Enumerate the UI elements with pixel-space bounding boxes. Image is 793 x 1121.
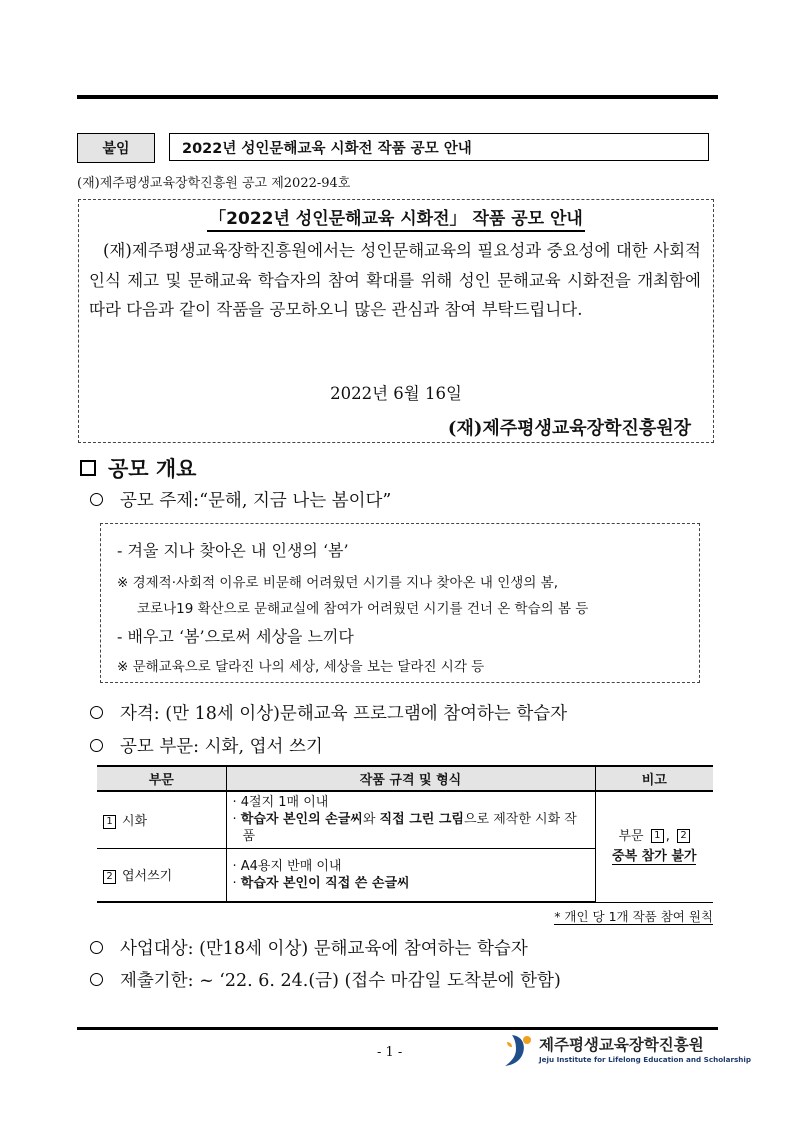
top-rule	[77, 95, 718, 99]
notice-box	[78, 199, 714, 443]
theme-note-1a: ※ 경제적·사회적 이유로 비문해 어려웠던 시기를 지나 찾아온 내 인생의 봄,	[117, 575, 558, 591]
note-line-1: 부문 1 , 2	[602, 827, 708, 847]
table-header: 부문	[97, 766, 226, 791]
section-heading-text: 공모 개요	[108, 457, 197, 481]
circle-bullet-icon	[90, 941, 103, 954]
category-name: 시화	[122, 814, 148, 830]
notice-date: 2022년 6월 16일	[330, 384, 462, 403]
square-bullet-icon	[80, 460, 96, 476]
circle-bullet-icon	[90, 706, 103, 719]
table-header: 비고	[595, 766, 713, 791]
category-cell	[97, 791, 226, 848]
theme-item	[90, 487, 391, 512]
notice-body: (재)제주평생교육장학진흥원에서는 성인문해교육의 필요성과 중요성에 대한 사회적 인식 제고 및 문해교육 학습자의 참여 확대를 위해 성인 문해교육 시화전을 개최함에 따라 다음과 같이 작품을 공모하오니 많은 관심과 참여 부탁드립니다.	[89, 241, 701, 319]
category-number: 1	[103, 815, 116, 829]
categories-text: 공모 부문: 시화, 엽서 쓰기	[120, 737, 323, 757]
theme-line-2: - 배우고 ‘봄’으로써 세상을 느끼다	[117, 627, 354, 646]
eligibility-item	[90, 700, 567, 725]
theme-note-1b: 코로나19 확산으로 문해교실에 참여가 어려웠던 시기를 건너 온 학습의 봄 등	[137, 601, 589, 617]
notice-number: (재)제주평생교육장학진흥원 공고 제2022-94호	[77, 176, 351, 191]
circle-bullet-icon	[90, 739, 103, 752]
eligibility-text: 자격: (만 18세 이상)문해교육 프로그램에 참여하는 학습자	[120, 704, 568, 724]
spec-cell	[226, 791, 595, 848]
category-number: 2	[103, 870, 116, 884]
notice-signer: (재)제주평생교육장학진흥원장	[447, 418, 691, 439]
target-text: 사업대상: (만18세 이상) 문해교육에 참여하는 학습자	[120, 939, 528, 959]
notice-heading: 「2022년 성인문해교육 시화전」 작품 공모 안내	[79, 204, 713, 229]
spec-cell	[226, 848, 595, 902]
categories-item	[90, 733, 323, 758]
bottom-rule	[77, 1027, 718, 1030]
attachment-header	[77, 133, 709, 163]
deadline-item	[90, 967, 561, 992]
section-heading	[80, 453, 196, 483]
target-item	[90, 935, 528, 960]
attachment-label: 붙임	[77, 133, 155, 163]
table-footnote: * 개인 당 1개 작품 참여 원칙	[554, 909, 713, 924]
org-logo-icon	[503, 1031, 533, 1069]
spec-line: · A4용지 반매 이내	[232, 858, 342, 874]
note-cell	[595, 791, 713, 902]
spec-line: · 학습자 본인이 직접 쓴 손글씨	[232, 875, 410, 891]
deadline-text: 제출기한: ~ ‘22. 6. 24.(금) (접수 마감일 도착분에 한함)	[120, 971, 561, 991]
spec-line: · 4절지 1매 이내	[232, 795, 329, 811]
category-table	[97, 765, 713, 903]
org-logo	[503, 1031, 751, 1071]
attachment-title: 2022년 성인문해교육 시화전 작품 공모 안내	[169, 133, 709, 161]
category-name: 엽서쓰기	[122, 869, 173, 885]
org-name-english: Jeju Institute for Lifelong Education and Scholarship	[539, 1055, 751, 1064]
theme-line-1: - 겨울 지나 찾아온 내 인생의 ‘봄’	[117, 541, 349, 560]
note-line-2: 중복 참가 불가	[612, 848, 697, 864]
table-header-row	[97, 766, 713, 791]
table-row	[97, 791, 713, 848]
circle-bullet-icon	[90, 973, 103, 986]
spec-line: · 학습자 본인의 손글씨와 직접 그린 그림으로 제작한 시화 작품	[232, 812, 577, 845]
theme-text: 공모 주제:“문해, 지금 나는 봄이다”	[120, 491, 392, 511]
circle-bullet-icon	[90, 493, 103, 506]
page-number: - 1 -	[377, 1045, 403, 1060]
org-name-korean: 제주평생교육장학진흥원	[539, 1036, 704, 1054]
table-header: 작품 규격 및 형식	[226, 766, 595, 791]
category-cell	[97, 848, 226, 902]
theme-note-2: ※ 문해교육으로 달라진 나의 세상, 세상을 보는 달라진 시각 등	[117, 659, 485, 675]
theme-box	[100, 523, 700, 683]
